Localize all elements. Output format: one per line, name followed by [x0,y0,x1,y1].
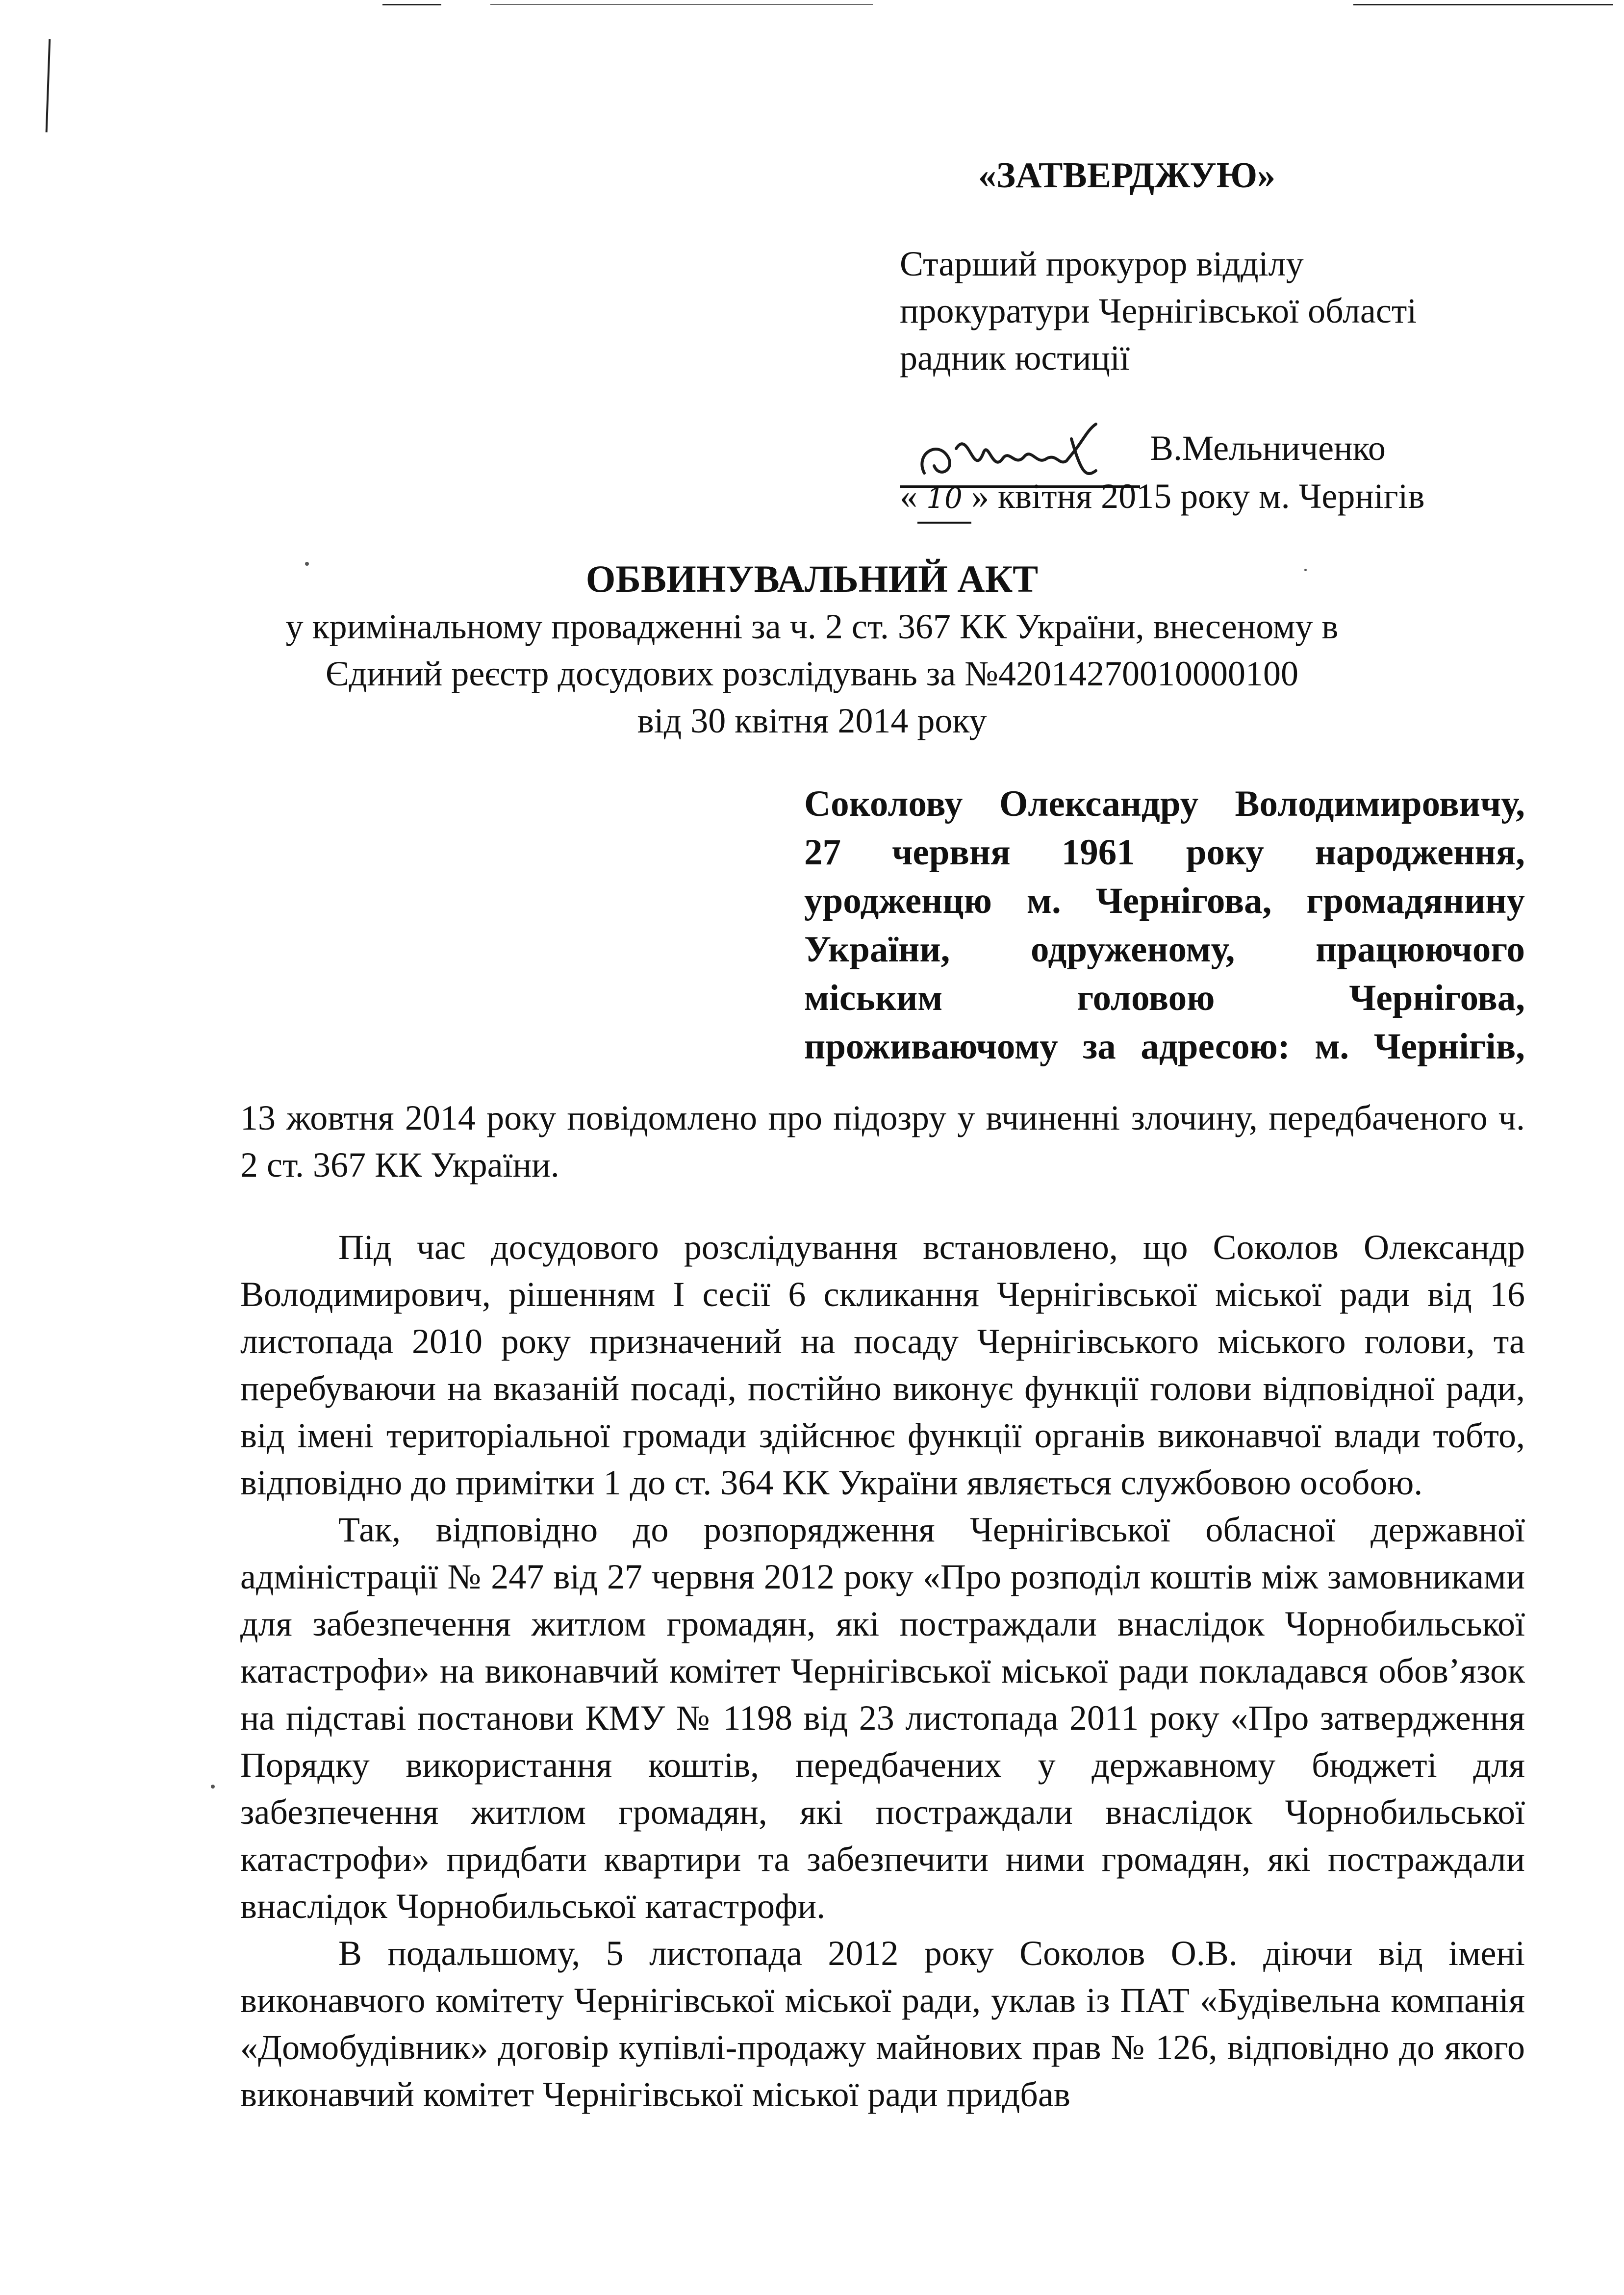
approval-position-line: прокуратури Чернігівської області [900,291,1417,330]
scan-artifact-line [1353,4,1613,5]
scan-speck [305,562,309,566]
accused-person-line: України, одруженому, працюючого [804,929,1525,970]
suspicion-notice [240,1094,1525,1188]
accused-person-line: Соколову Олександру Володимировичу, [804,783,1525,824]
accused-person-line: уродженцю м. Чернігова, громадянину [804,881,1525,921]
margin-mark [46,39,51,132]
scan-speck [211,1785,215,1789]
scan-artifact-line [490,4,873,5]
document-title: ОБВИНУВАЛЬНИЙ АКТ [585,557,1039,600]
signatory-name: В.Мельниченко [1150,429,1386,468]
date-quote-open: « [900,477,917,516]
accused-person-line: міським головою Чернігова, [804,978,1525,1018]
scan-artifact-line [382,4,441,5]
body-section [240,1224,1525,2118]
accused-person-block [804,780,1525,1071]
body-paragraph: В подальшому, 5 листопада 2012 року Соколов О.В. діючи від імені виконавчого комітету Чернігівської міської ради, уклав із ПАТ «Будівельна компанія «Домобудівник» договір купівлі-продажу майнових прав № 126, відповідно до якого виконавчий комітет Чернігівської міської ради придбав [240,1934,1525,2114]
accused-person-line: 27 червня 1961 року народження, [804,832,1525,873]
approval-position-line: радник юстиції [900,338,1130,378]
document-subtitle-line: у кримінальному провадженні за ч. 2 ст. 367 КК України, внесеному в [285,607,1339,646]
accused-person-line: проживаючому за адресою: м. Чернігів, [804,1026,1525,1067]
document-subtitle-line: Єдиний реєстр досудових розслідувань за №42014270010000100 [326,654,1298,693]
approval-position-line: Старший прокурор відділу [900,244,1304,283]
approval-date [900,473,1424,524]
body-paragraph: Під час досудового розслідування встановлено, що Соколов Олександр Володимирович, рішенням І сесії 6 скликання Чернігівської міської ради від 16 листопада 2010 року призначений на посаду Чернігівського міського голови, та перебуваючи на вказаній посаді, постійно виконує функції голови відповідної ради, від імені територіальної громади здійснює функції органів виконавчої влади тобто, відповідно до примітки 1 до ст. 364 КК України являється службовою особою. [240,1228,1525,1502]
document-subtitle-line: від 30 квітня 2014 року [637,701,987,740]
date-day: 10 [917,475,971,524]
body-paragraph: Так, відповідно до розпорядження Чернігівської обласної державної адміністрації № 247 від 27 червня 2012 року «Про розподіл коштів між замовниками для забезпечення житлом громадян, які постраждали внаслідок Чорнобильської катастрофи» на виконавчий комітет Чернігівської міської ради покладався обов’язок на підставі постанови КМУ № 1198 від 23 листопада 2011 року «Про затвердження Порядку використання коштів, передбачених у державному бюджеті для забезпечення житлом громадян, які постраждали внаслідок Чорнобильської катастрофи» придбати квартири та забезпечити ними громадян, які постраждали внаслідок Чорнобильської катастрофи. [240,1510,1525,1926]
notice-paragraph: 13 жовтня 2014 року повідомлено про підозру у вчиненні злочину, передбаченого ч. 2 ст. 367 КК України. [240,1098,1525,1185]
approval-heading: «ЗАТВЕРДЖУЮ» [978,155,1276,196]
date-rest: » квітня 2015 року м. Чернігів [971,477,1425,516]
scan-speck [1304,569,1307,571]
